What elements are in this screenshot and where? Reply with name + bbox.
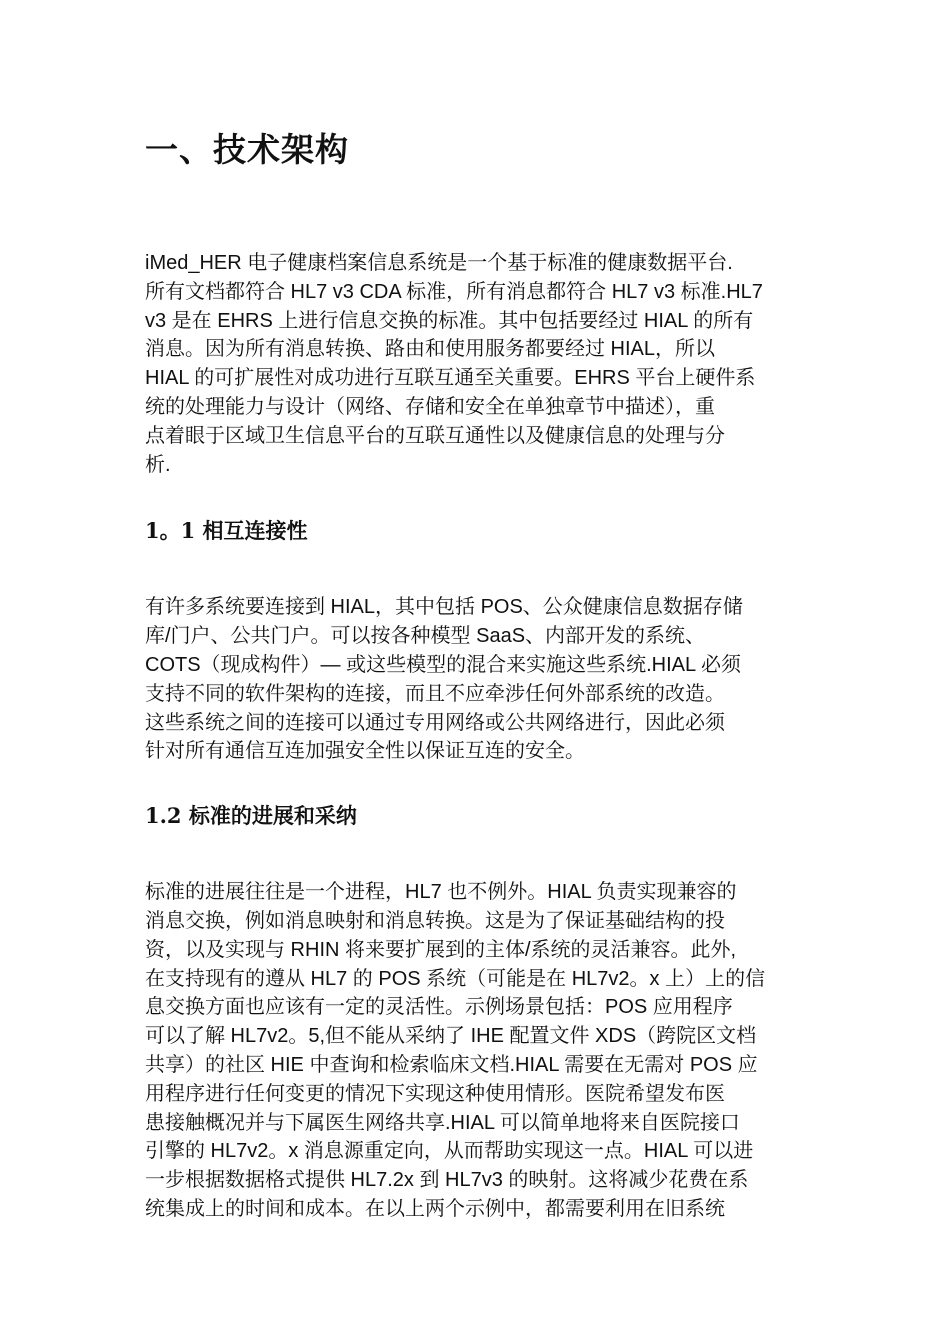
paragraph-line: 统集成上的时间和成本。在以上两个示例中，都需要利用在旧系统 bbox=[145, 1197, 725, 1220]
paragraph-line: v3 是在 EHRS 上进行信息交换的标准。其中包括要经过 HIAL 的所有 bbox=[145, 309, 754, 332]
paragraph-line: 标准的进展往往是一个进程，HL7 也不例外。HIAL 负责实现兼容的 bbox=[145, 881, 737, 904]
paragraph-line: 针对所有通信互连加强安全性以保证互连的安全。 bbox=[145, 740, 585, 763]
paragraph-line: 库/门户、公共门户。可以按各种模型 SaaS、内部开发的系统、 bbox=[145, 625, 706, 648]
document-body bbox=[145, 127, 813, 1224]
paragraph-line: HIAL 的可扩展性对成功进行互联互通至关重要。EHRS 平台上硬件系 bbox=[145, 367, 756, 390]
paragraph-line: 统的处理能力与设计（网络、存储和安全在单独章节中描述），重 bbox=[145, 395, 715, 418]
standards-paragraph bbox=[145, 878, 813, 1224]
paragraph-line: 消息。因为所有消息转换、路由和使用服务都要经过 HIAL，所以 bbox=[145, 338, 716, 361]
paragraph-line: 消息交换，例如消息映射和消息转换。这是为了保证基础结构的投 bbox=[145, 909, 725, 932]
paragraph-line: 在支持现有的遵从 HL7 的 POS 系统（可能是在 HL7v2。x 上）上的信 bbox=[145, 967, 766, 990]
subsection-title-standards: 1.2 标准的进展和采纳 bbox=[145, 803, 357, 829]
paragraph-line: 支持不同的软件架构的连接，而且不应牵涉任何外部系统的改造。 bbox=[145, 682, 725, 705]
paragraph-line: 点着眼于区域卫生信息平台的互联互通性以及健康信息的处理与分 bbox=[145, 424, 725, 447]
paragraph-line: 可以了解 HL7v2。5,但不能从采纳了 IHE 配置文件 XDS（跨院区文档 bbox=[145, 1025, 757, 1048]
intro-paragraph bbox=[145, 249, 813, 479]
paragraph-line: 患接触概况并与下属医生网络共享.HIAL 可以简单地将来自医院接口 bbox=[145, 1111, 740, 1134]
subsection-title-interconnectivity: 1。1 相互连接性 bbox=[145, 518, 308, 544]
paragraph-line: 资，以及实现与 RHIN 将来要扩展到的主体/系统的灵活兼容。此外, bbox=[145, 938, 737, 961]
paragraph-line: 共享）的社区 HIE 中查询和检索临床文档.HIAL 需要在无需对 POS 应 bbox=[145, 1053, 758, 1076]
paragraph-line: iMed_HER 电子健康档案信息系统是一个基于标准的健康数据平台. bbox=[145, 252, 733, 274]
section-title: 一、技术架构 bbox=[145, 130, 349, 169]
paragraph-line: 用程序进行任何变更的情况下实现这种使用情形。医院希望发布医 bbox=[145, 1082, 725, 1105]
paragraph-line: 引擎的 HL7v2。x 消息源重定向，从而帮助实现这一点。HIAL 可以进 bbox=[145, 1140, 754, 1163]
paragraph-line: COTS（现成构件）— 或这些模型的混合来实施这些系统.HIAL 必须 bbox=[145, 653, 741, 676]
paragraph-line: 这些系统之间的连接可以通过专用网络或公共网络进行，因此必须 bbox=[145, 711, 725, 734]
paragraph-line: 析. bbox=[145, 453, 171, 476]
paragraph-line: 息交换方面也应该有一定的灵活性。示例场景包括：POS 应用程序 bbox=[145, 996, 733, 1019]
paragraph-line: 所有文档都符合 HL7 v3 CDA 标准，所有消息都符合 HL7 v3 标准.HL7 bbox=[145, 280, 763, 303]
paragraph-line: 有许多系统要连接到 HIAL，其中包括 POS、公众健康信息数据存储 bbox=[145, 596, 743, 619]
interconnectivity-paragraph bbox=[145, 593, 813, 766]
paragraph-line: 一步根据数据格式提供 HL7.2x 到 HL7v3 的映射。这将减少花费在系 bbox=[145, 1169, 749, 1192]
